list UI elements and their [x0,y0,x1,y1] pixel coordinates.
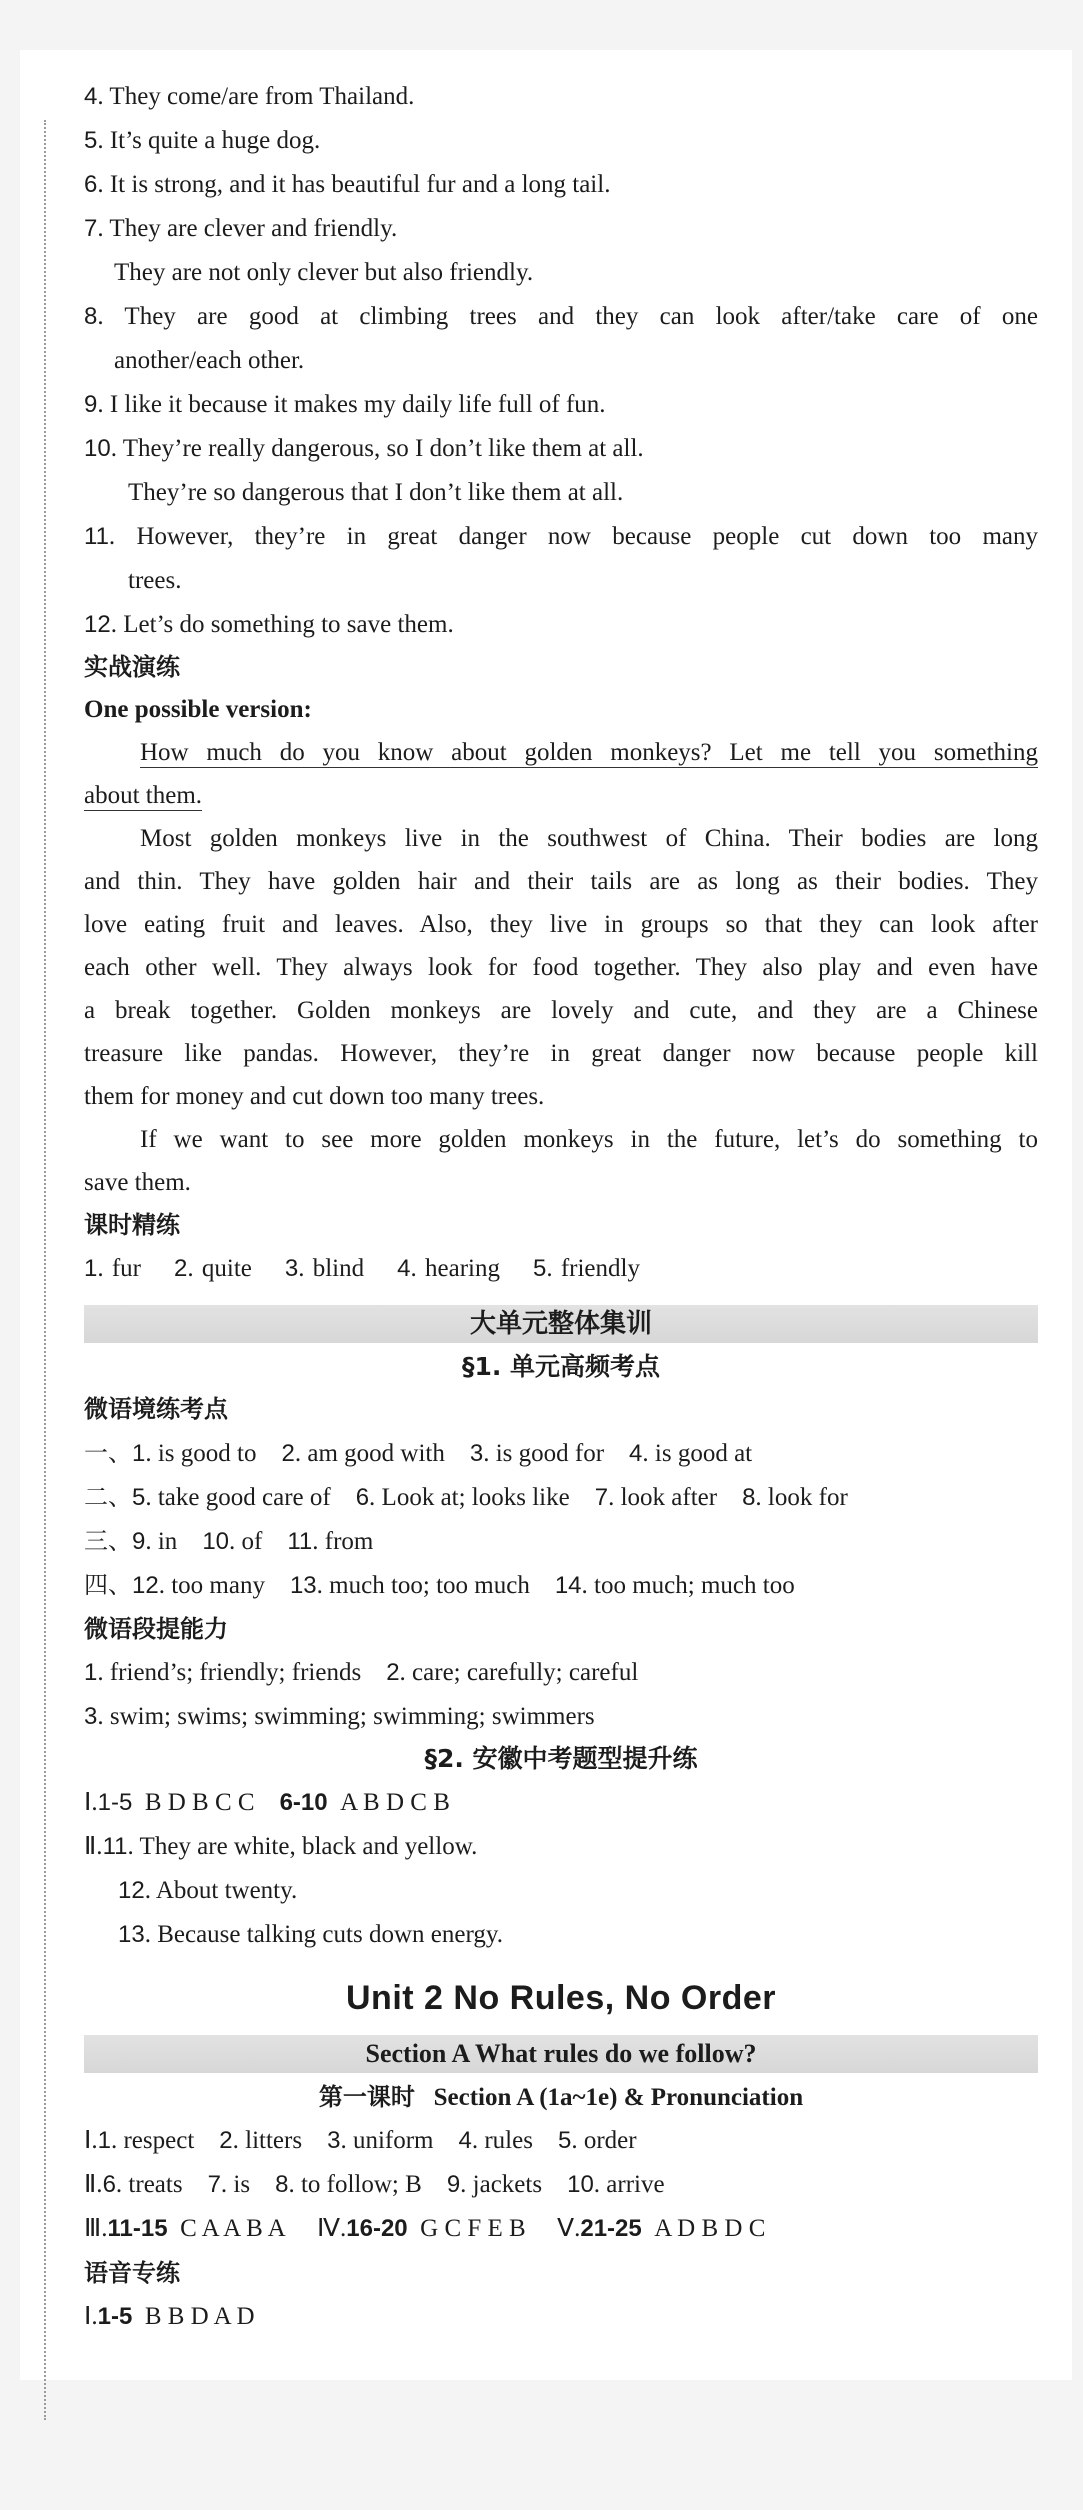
section-band: Section A What rules do we follow? [84,2035,1038,2073]
phonetics-row: Ⅰ.1-5 B B D A D [84,2303,255,2330]
lesson-title: 第一课时 Section A (1a~1e) & Pronunciation [318,2083,804,2111]
micro-row: 三、9. in 10. of 11. from [84,1527,374,1555]
sec2-row: Ⅱ.11. They are white, black and yellow. [84,1833,478,1860]
left-dotted-rule [44,120,46,2420]
phonetics-heading: 语音专练 [84,2259,180,2287]
answer-line-cont: another/each other. [114,347,305,374]
micro-heading-1: 微语境练考点 [84,1395,228,1423]
essay-line: them for money and cut down too many trees. [84,1083,545,1110]
lesson-row: Ⅱ.6. treats 7. is 8. to follow; B 9. jackets 10. arrive [84,2171,665,2198]
answer-line: 6. It is strong, and it has beautiful fur and a long tail. [84,171,611,198]
answer-page [20,50,1072,2380]
answer-line: 9. I like it because it makes my daily life full of fun. [84,391,606,418]
drill-heading: 课时精练 [84,1211,180,1239]
sec2-row: Ⅰ.1-5 B D B C C 6-10 A B D C B [84,1789,450,1816]
answer-line: 8. They are good at climbing trees and they can look after/take care of one [84,303,1038,330]
answer-line: 5. It’s quite a huge dog. [84,127,321,154]
micro-row: 四、12. too many 13. much too; too much 14. too much; much too [84,1571,795,1599]
answer-line: 12. Let’s do something to save them. [84,611,454,638]
answer-line: 4. They come/are from Thailand. [84,83,415,110]
answer-line-alt: They’re so dangerous that I don’t like them at all. [128,479,624,506]
essay-line: each other well. They always look for food together. They also play and even have [84,954,1038,981]
essay-line: love eating fruit and leaves. Also, they live in groups so that they can look after [84,911,1038,938]
answer-line: 10. They’re really dangerous, so I don’t like them at all. [84,435,644,462]
answer-line-alt: They are not only clever but also friendly. [114,259,534,286]
essay-line: a break together. Golden monkeys are lovely and cute, and they are a Chinese [84,997,1038,1024]
sec2-row: 13. Because talking cuts down energy. [118,1921,503,1948]
micro-row: 一、1. is good to 2. am good with 3. is good for 4. is good at [84,1439,753,1467]
essay-line: Most golden monkeys live in the southwest of China. Their bodies are long [140,825,1038,852]
answer-line: 7. They are clever and friendly. [84,215,398,242]
practice-heading: 实战演练 [84,653,180,681]
unit-review-band: 大单元整体集训 [84,1305,1038,1343]
version-label: One possible version: [84,696,312,723]
answer-line-cont: trees. [128,567,182,594]
section2-title: §2. 安徽中考题型提升练 [424,1744,698,1773]
unit-title: Unit 2 No Rules, No Order [346,1979,776,2017]
essay-line: If we want to see more golden monkeys in the future, let’s do something to [140,1126,1038,1153]
essay-line-underlined: about them. [84,782,203,809]
lesson-row: Ⅰ.1. respect 2. litters 3. uniform 4. rules 5. order [84,2127,637,2154]
drill-answers: 1. fur 2. quite 3. blind 4. hearing 5. friendly [84,1255,640,1282]
answer-line: 11. However, they’re in great danger now because people cut down too many [84,523,1038,550]
essay-line: treasure like pandas. However, they’re in great danger now because people kill [84,1040,1038,1067]
sec2-row: 12. About twenty. [118,1877,298,1904]
essay-line: save them. [84,1169,191,1196]
micro-heading-2: 微语段提能力 [84,1615,228,1643]
micro-para-row: 1. friend’s; friendly; friends 2. care; carefully; careful [84,1659,639,1686]
section1-title: §1. 单元高频考点 [461,1352,661,1381]
micro-row: 二、5. take good care of 6. Look at; looks like 7. look after 8. look for [84,1483,848,1511]
essay-line-underlined: How much do you know about golden monkeys? Let me tell you something [140,739,1038,766]
lesson-row: Ⅲ.11-15 C A A B A Ⅳ.16-20 G C F E B Ⅴ.21-25 A D B D C [84,2215,766,2242]
micro-para-row: 3. swim; swims; swimming; swimming; swimmers [84,1703,595,1730]
essay-line: and thin. They have golden hair and their tails are as long as their bodies. They [84,868,1038,895]
